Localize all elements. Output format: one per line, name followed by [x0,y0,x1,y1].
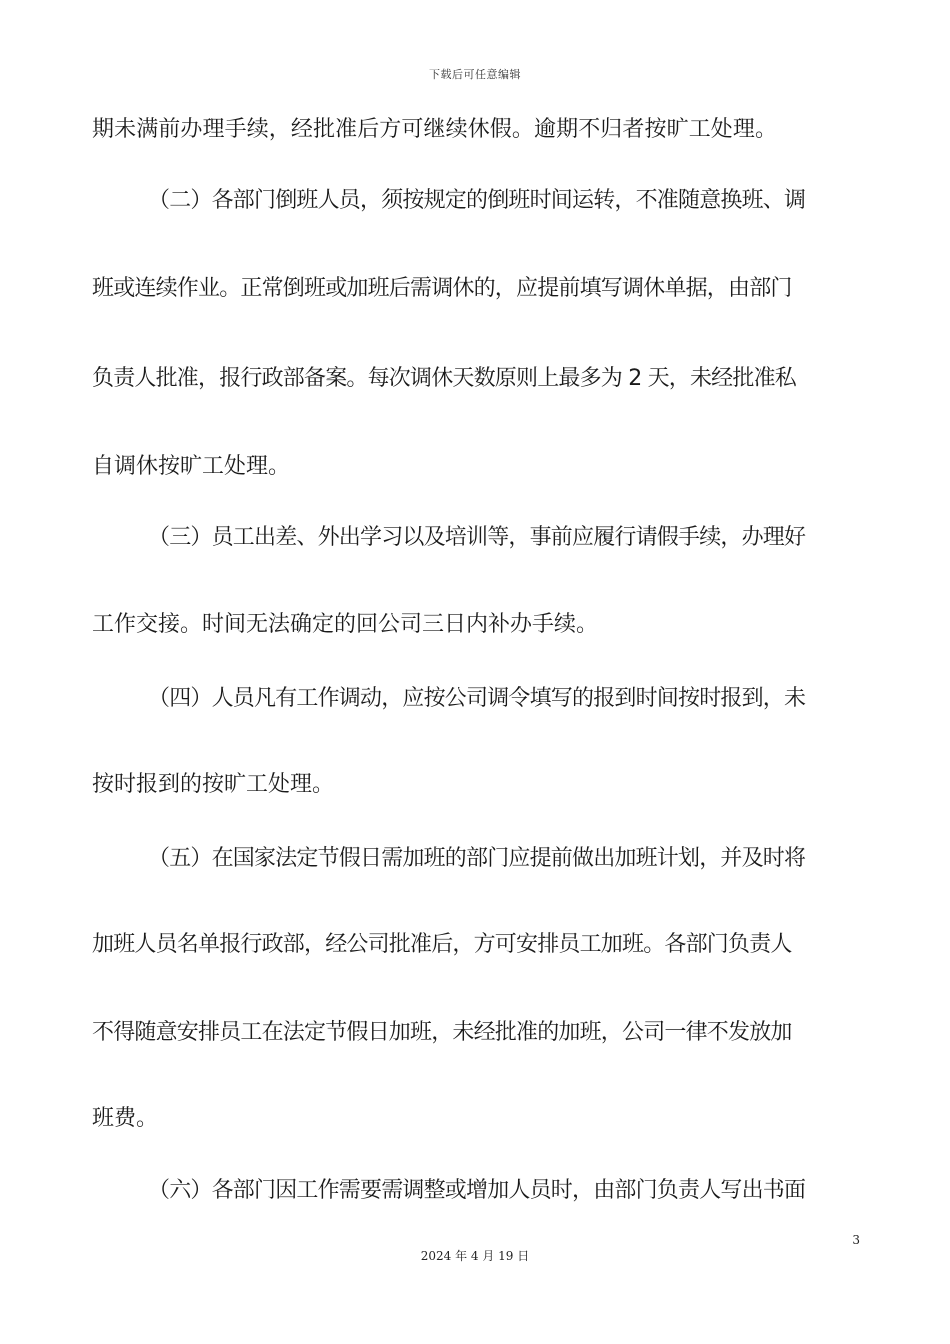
body-line: 按时报到的按旷工处理。 [92,772,335,797]
body-line: 不得随意安排员工在法定节假日加班，未经批准的加班，公司一律不发放加 [92,1020,792,1045]
body-line: 自调休按旷工处理。 [92,454,291,479]
body-line-indented: （五）在国家法定节假日需加班的部门应提前做出加班计划，并及时将 [148,846,806,871]
body-line-indented: （三）员工出差、外出学习以及培训等，事前应履行请假手续，办理好 [148,525,806,550]
body-line: 期未满前办理手续，经批准后方可继续休假。逾期不归者按旷工处理。 [92,117,778,142]
body-line: 工作交接。时间无法确定的回公司三日内补办手续。 [92,612,599,637]
body-line: 负责人批准，报行政部备案。每次调休天数原则上最多为 2 天，未经批准私 [92,366,796,391]
footer-date: 2024 年 4 月 19 日 [420,1249,530,1263]
body-line: 班或连续作业。正常倒班或加班后需调休的，应提前填写调休单据，由部门 [92,276,792,301]
page-header: 下载后可任意编辑 [429,68,521,81]
body-line: 班费。 [92,1106,159,1131]
body-line-indented: （四）人员凡有工作调动，应按公司调令填写的报到时间按时报到，未 [148,686,806,711]
page-number: 3 [852,1233,860,1247]
body-line: 加班人员名单报行政部，经公司批准后，方可安排员工加班。各部门负责人 [92,932,792,957]
body-line-indented: （二）各部门倒班人员，须按规定的倒班时间运转，不准随意换班、调 [148,188,806,213]
body-line-indented: （六）各部门因工作需要需调整或增加人员时，由部门负责人写出书面 [148,1178,806,1203]
